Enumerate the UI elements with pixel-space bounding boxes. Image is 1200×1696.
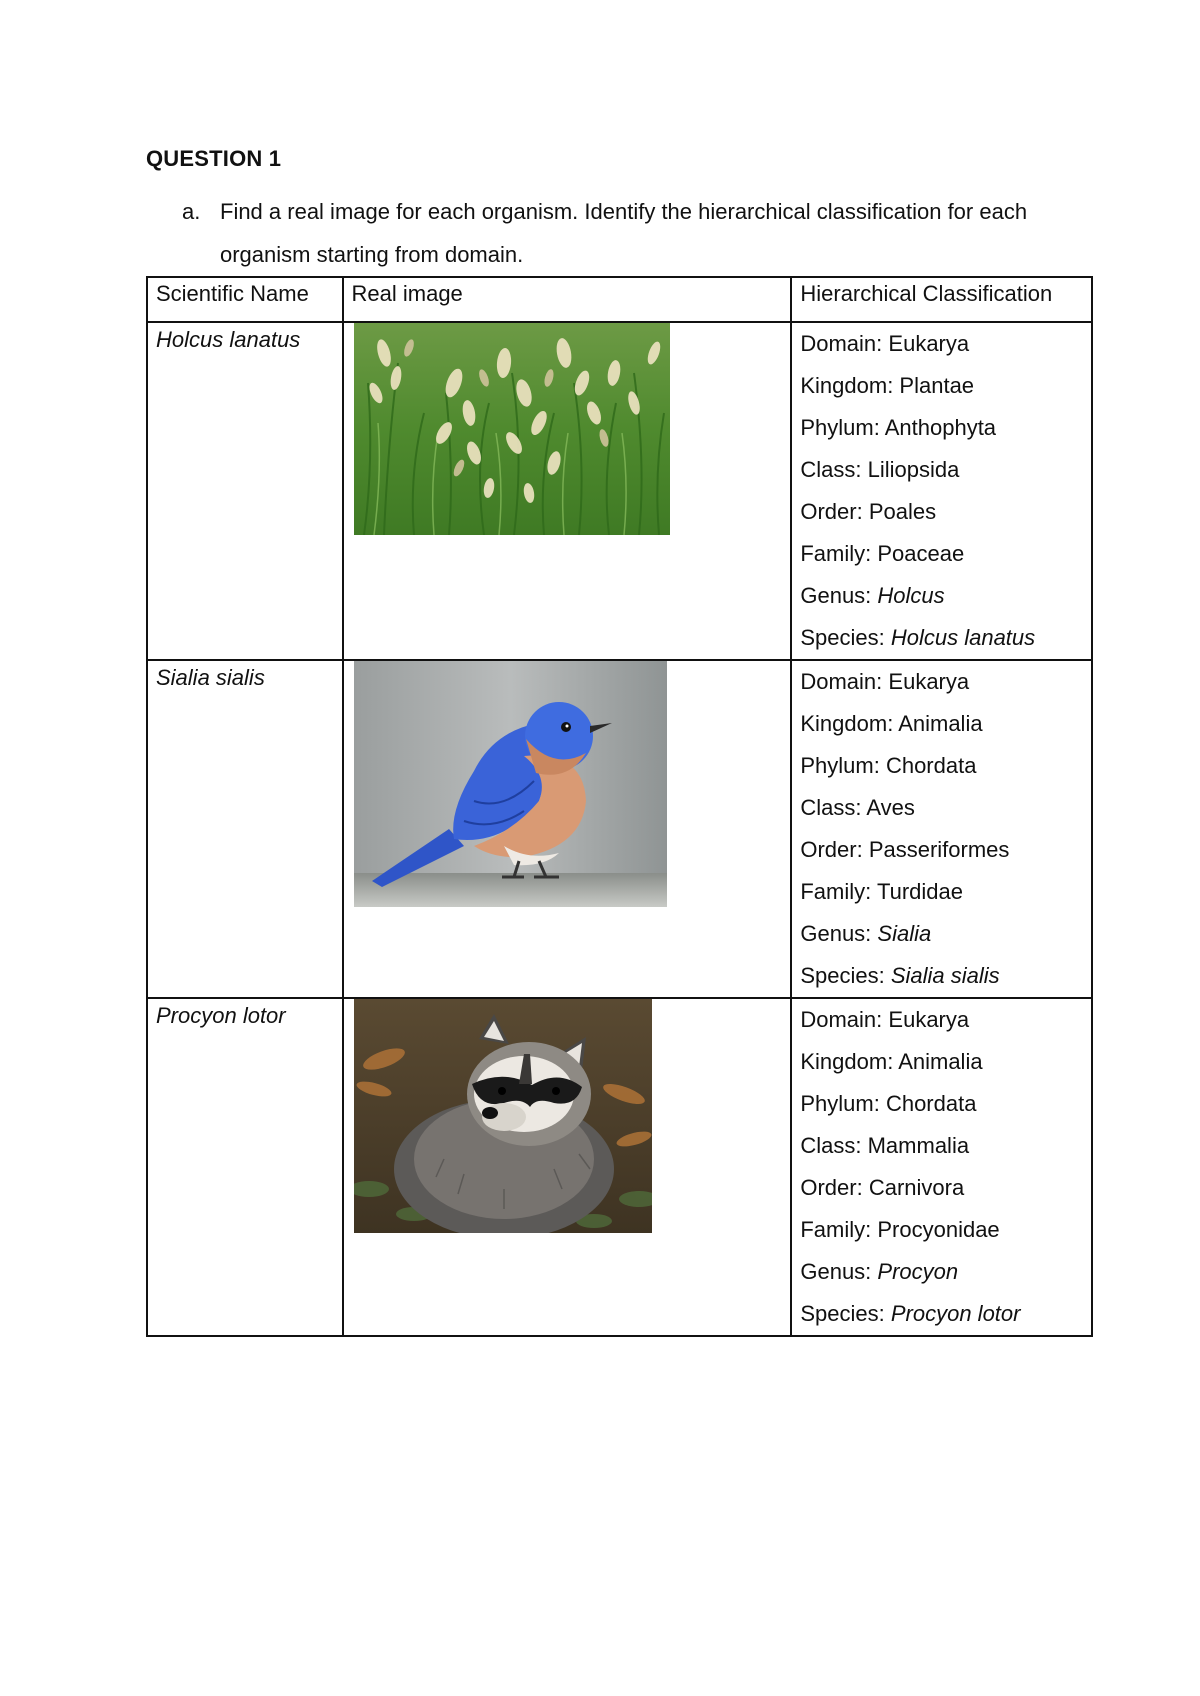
classification-class: Class: Liliopsida (800, 457, 960, 482)
classification-kingdom: Kingdom: Animalia (800, 1049, 983, 1074)
table-row (147, 322, 1092, 660)
image-cell (343, 322, 792, 660)
classification-family: Family: Procyonidae (800, 1217, 1000, 1242)
classification-class: Class: Mammalia (800, 1133, 970, 1158)
classification-phylum: Phylum: Chordata (800, 753, 977, 778)
scientific-name-cell (147, 660, 343, 998)
classification-kingdom: Kingdom: Plantae (800, 373, 975, 398)
classification-list (800, 661, 1083, 997)
classification-order: Order: Poales (800, 499, 937, 524)
table-row (147, 998, 1092, 1336)
header-real-image: Real image (343, 277, 792, 322)
classification-list (800, 999, 1083, 1335)
classification-cell (791, 322, 1092, 660)
question-title: QUESTION 1 (146, 146, 282, 171)
bluebird-photo (354, 661, 783, 907)
scientific-name: Holcus lanatus (156, 327, 301, 352)
instruction-text: Find a real image for each organism. Identify the hierarchical classification for each organism starting from domain. (220, 199, 1028, 267)
grass-photo (354, 323, 783, 535)
image-cell (343, 660, 792, 998)
classification-species: Species: Procyon lotor (800, 1301, 1021, 1326)
table-row (147, 660, 1092, 998)
question-instruction (182, 190, 1082, 276)
classification-family: Family: Turdidae (800, 879, 963, 904)
classification-class: Class: Aves (800, 795, 915, 820)
classification-species: Species: Sialia sialis (800, 963, 1000, 988)
classification-family: Family: Poaceae (800, 541, 965, 566)
classification-genus: Genus: Procyon (800, 1259, 959, 1284)
classification-species: Species: Holcus lanatus (800, 625, 1036, 650)
image-cell (343, 998, 792, 1336)
scientific-name: Sialia sialis (156, 665, 265, 690)
scientific-name-cell (147, 998, 343, 1336)
classification-domain: Domain: Eukarya (800, 331, 970, 356)
list-marker: a. (182, 199, 201, 224)
classification-domain: Domain: Eukarya (800, 1007, 970, 1032)
classification-cell (791, 660, 1092, 998)
header-scientific-name: Scientific Name (147, 277, 343, 322)
classification-kingdom: Kingdom: Animalia (800, 711, 983, 736)
classification-list (800, 323, 1083, 659)
classification-genus: Genus: Holcus (800, 583, 945, 608)
scientific-name: Procyon lotor (156, 1003, 286, 1028)
classification-phylum: Phylum: Anthophyta (800, 415, 997, 440)
header-hierarchical-classification: Hierarchical Classification (791, 277, 1092, 322)
classification-cell (791, 998, 1092, 1336)
scientific-name-cell (147, 322, 343, 660)
table-header-row (147, 277, 1092, 322)
classification-order: Order: Carnivora (800, 1175, 965, 1200)
raccoon-photo (354, 999, 783, 1233)
classification-order: Order: Passeriformes (800, 837, 1010, 862)
classification-domain: Domain: Eukarya (800, 669, 970, 694)
classification-table (146, 276, 1093, 1337)
classification-genus: Genus: Sialia (800, 921, 932, 946)
classification-phylum: Phylum: Chordata (800, 1091, 977, 1116)
